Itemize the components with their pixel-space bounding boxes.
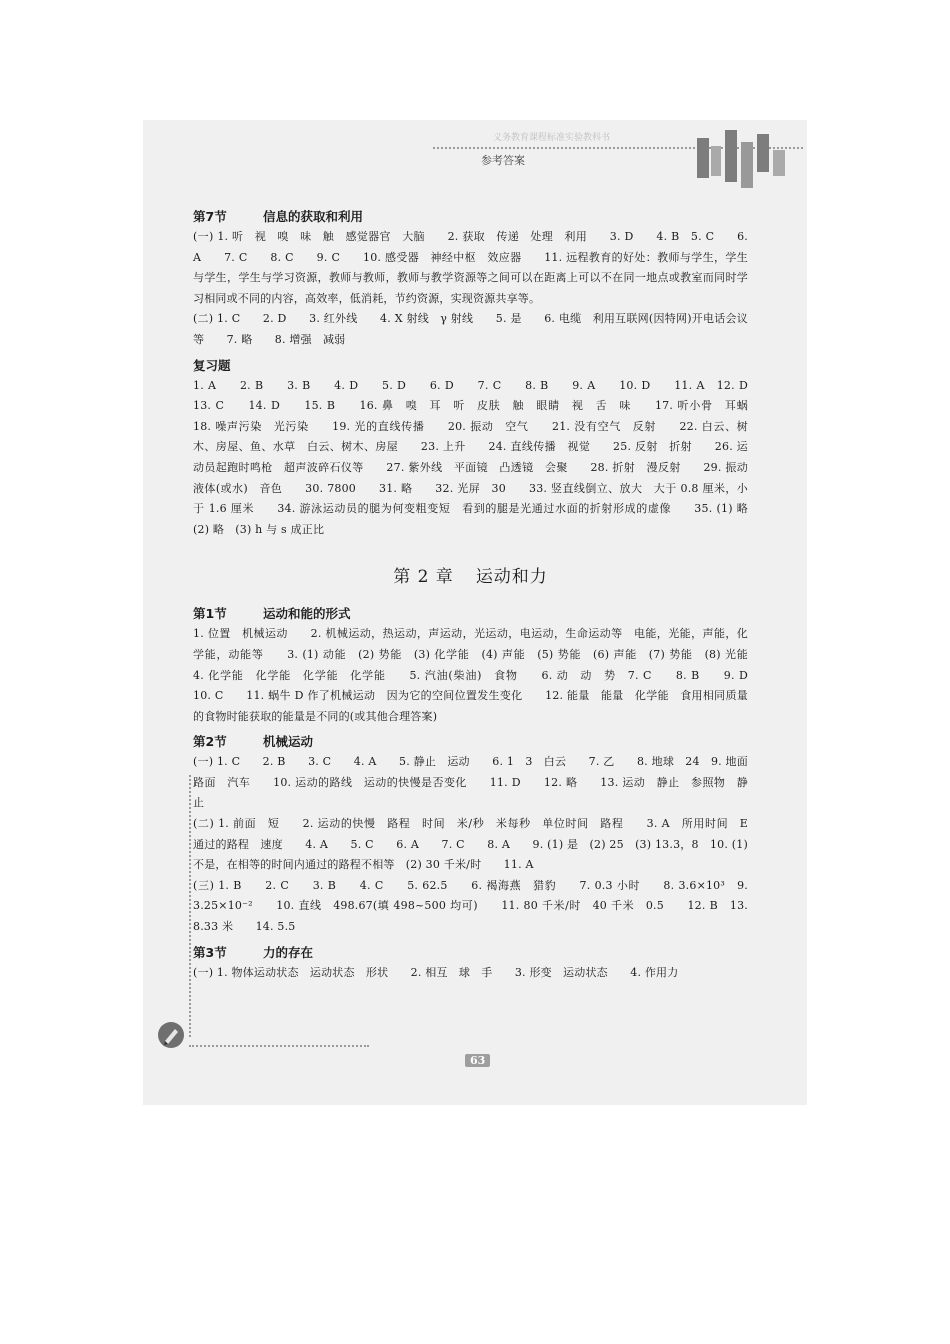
pencil-icon — [156, 1020, 186, 1050]
footer-dotted-line — [189, 1045, 369, 1047]
section-number: 第7节 — [193, 209, 227, 224]
answer-paragraph: 1. A 2. B 3. B 4. D 5. D 6. D 7. C 8. B 9. A 10. D 11. A 12. D 13. C 14. D 15. B 16. 鼻 嗅 耳 听 皮肤 触 眼睛 视 舌 味 17. 听小骨 耳蜗 18. 噪声污染 光污染 19. 光的直线传播 20. 振动 空气 21. 没有空气 反射 22. 白云、树木、房屋、鱼、水草 白云、树木、房屋 23. 上升 24. 直线传播 视觉 25. 反射 折射 26. 运动员起跑时鸣枪 超声波碎石仪等 27. 紫外线 平面镜 凸透镜 会聚 28. 折射 漫反射 29. 振动 液体(或水) 音色 30. 7800 31. 略 32. 光屏 30 33. 竖直线倒立、放大 大于 0.8 厘米，小于 1.6 厘米 34. 游泳运动员的腿为何变粗变短 看到的腿是光通过水面的折射形成的虚像 35. (1) 略 (2) 略 (3) h 与 s 成正比 — [193, 378, 771, 536]
section-number: 第1节 — [193, 606, 227, 622]
section-number: 第2节 — [193, 734, 227, 750]
answer-paragraph: (一) 1. 听 视 嗅 味 触 感觉器官 大脑 2. 获取 传递 处理 利用 3. D 4. B 5. C 6. A 7. C 8. C 9. C 10. 感受器 神经中枢 效应器 11. 远程教育的好处：教师与学生，学生与学生，学生与学习资源，教师与教师，教师与教学资源等之间可以在距离上可以不在同一地点或教室而同时学习相同或不同的内容，高效率，低消耗，节约资源，实现资源共享等。 — [193, 230, 748, 305]
answer-paragraph: (一) 1. C 2. B 3. C 4. A 5. 静止 运动 6. 1 3 白云 7. 乙 8. 地球 24 9. 地面 路面 汽车 10. 运动的路线 运动的快慢是否变化 11. D 12. 略 13. 运动 静止 参照物 静止 — [193, 755, 760, 810]
answer-paragraph: (二) 1. C 2. D 3. 红外线 4. X 射线 γ 射线 5. 是 6. 电缆 利用互联网(因特网)开电话会议等 7. 略 8. 增强 减弱 — [193, 312, 748, 346]
side-dotted-line — [189, 775, 191, 1037]
section-number: 复习题 — [193, 357, 231, 373]
chapter-title: 运动和力 — [475, 567, 548, 588]
section-heading — [193, 942, 748, 963]
section-heading — [193, 603, 748, 624]
section-title: 机械运动 — [263, 734, 314, 750]
answer-paragraph: (一) 1. 物体运动状态 运动状态 形状 2. 相互 球 手 3. 形变 运动状态 4. 作用力 — [193, 965, 679, 979]
chapter-number: 第 2 章 — [393, 567, 454, 588]
section-number: 第3节 — [193, 944, 227, 960]
header-faint-text: 义务教育课程标准实验教科书 — [493, 133, 611, 143]
scanned-page — [143, 120, 807, 1105]
section-heading — [193, 206, 748, 227]
page-number: 63 — [465, 1054, 490, 1067]
section-heading — [193, 731, 748, 752]
header-title: 参考答案 — [481, 154, 525, 167]
answer-paragraph: (三) 1. B 2. C 3. B 4. C 5. 62.5 6. 褐海燕 猎豹 7. 0.3 小时 8. 3.6×10³ 9. 3.25×10⁻² 10. 直线 498.67(填 498~500 均可) 11. 80 千米/时 40 千米 0.5 12. B 13. 8.33 米 14. 5.5 — [193, 878, 748, 934]
section-heading — [193, 355, 748, 376]
section-title: 信息的获取和利用 — [263, 209, 364, 224]
section-title: 力的存在 — [263, 944, 314, 960]
answer-paragraph: 1. 位置 机械运动 2. 机械运动，热运动，声运动，光运动，电运动，生命运动等 电能，光能，声能，化学能，动能等 3. (1) 动能 (2) 势能 (3) 化学能 (4) 声能 (5) 势能 (6) 声能 (7) 势能 (8) 光能 4. 化学能 化学能 化学能 化学能 5. 汽油(柴油) 食物 6. 动 动 势 7. C 8. B 9. D 10. C 11. 蜗牛 D 作了机械运动 因为它的空间位置发生变化 12. 能量 能量 化学能 食用相同质量的食物时能获取的能量是不同的(或其他合理答案) — [193, 627, 771, 723]
answer-content — [193, 202, 771, 983]
chapter-heading — [193, 562, 748, 587]
answer-paragraph: (二) 1. 前面 短 2. 运动的快慢 路程 时间 米/秒 米每秒 单位时间 路程 3. A 所用时间 E 通过的路程 速度 4. A 5. C 6. A 7. C 8. A 9. (1) 是 (2) 25 (3) 13.3，8 10. (1) 不是，在相等的时间内通过的路程不相等 (2) 30 千米/时 11. A — [193, 817, 760, 872]
header-decoration — [697, 126, 797, 196]
section-title: 运动和能的形式 — [263, 606, 351, 622]
